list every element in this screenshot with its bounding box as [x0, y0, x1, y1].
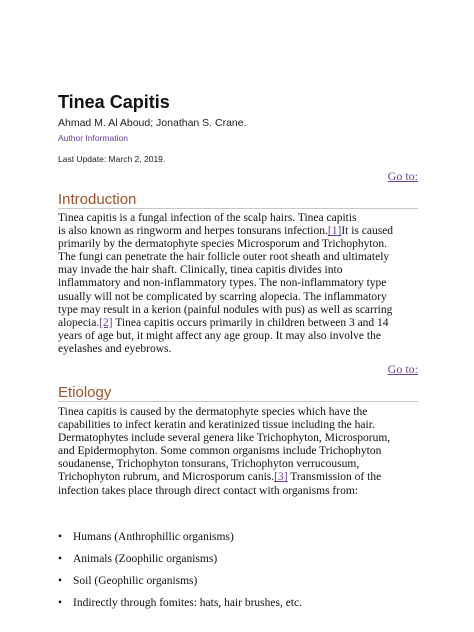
author-names: Ahmad M. Al Aboud; Jonathan S. Crane. — [58, 117, 247, 129]
paragraph-line — [58, 458, 418, 471]
goto-link-etiology[interactable]: Go to: — [387, 362, 418, 376]
author-information-link[interactable]: Author Information — [58, 133, 128, 143]
text-segment: eyelashes and eyebrows. — [58, 342, 172, 355]
list-item — [58, 573, 418, 595]
list-item-text: Indirectly through fomites: hats, hair brushes, etc. — [73, 597, 302, 609]
bullet-icon: • — [58, 553, 63, 565]
text-segment: and Epidermophyton. Some common organisms include Trichophyton — [58, 445, 382, 458]
paragraph-line — [58, 264, 418, 277]
text-segment: primarily by the dermatophyte species Microsporum and Trichophyton. — [58, 238, 387, 251]
text-segment: is also known as ringworm and herpes tonsurans infection. — [58, 225, 328, 238]
list-item-text: Humans (Anthrophillic organisms) — [73, 531, 234, 543]
bullet-icon: • — [58, 575, 63, 587]
text-segment: years of age but, it might affect any age group. It may also involve the — [58, 329, 381, 342]
text-segment: inflammatory and non-inflammatory types. The non-inflammatory type — [58, 277, 387, 290]
text-segment: Tinea capitis is a fungal infection of the scalp hairs. Tinea capitis — [58, 212, 357, 224]
list-item — [58, 595, 418, 617]
bullet-icon: • — [58, 531, 63, 543]
text-segment: The fungi can penetrate the hair follicle outer root sheath and ultimately — [58, 251, 390, 264]
section-divider — [58, 208, 418, 209]
text-segment: soudanense, Trichophyton tonsurans, Trichophyton verrucousum, — [58, 458, 360, 471]
paragraph-line — [58, 291, 418, 304]
text-segment: Tinea capitis is caused by the dermatophyte species which have the — [58, 406, 368, 418]
transmission-source-list — [58, 529, 418, 617]
paragraph-line — [58, 445, 418, 458]
list-item-text: Soil (Geophilic organisms) — [73, 575, 198, 587]
etiology-paragraph — [58, 406, 418, 498]
citation-link[interactable]: [3] — [274, 471, 288, 484]
list-item — [58, 529, 418, 551]
paragraph-line — [58, 471, 418, 484]
text-segment: alopecia. — [58, 316, 100, 329]
text-segment: Transmission of the — [287, 471, 382, 484]
paragraph-line — [58, 406, 418, 419]
paragraph-line — [58, 251, 418, 264]
citation-link[interactable]: [1] — [327, 225, 342, 238]
introduction-paragraph — [58, 212, 418, 356]
section-divider — [58, 401, 418, 402]
paragraph-line — [58, 304, 418, 317]
paragraph-line — [58, 432, 418, 445]
list-item — [58, 551, 418, 573]
paragraph-line — [58, 485, 418, 498]
paragraph-line — [58, 238, 418, 251]
section-heading-etiology: Etiology — [58, 384, 112, 401]
text-segment: type may result in a kerion (painful nodules with pus) as well as scarring — [58, 303, 393, 316]
paragraph-line — [58, 317, 418, 330]
paragraph-line — [58, 419, 418, 432]
list-item-text: Animals (Zoophilic organisms) — [73, 553, 218, 565]
bullet-icon: • — [58, 597, 63, 609]
goto-link-introduction[interactable]: Go to: — [387, 169, 418, 183]
text-segment: Trichophyton rubrum, and Microsporum canis. — [58, 471, 275, 484]
text-segment: may invade the hair shaft. Clinically, tinea capitis divides into — [58, 264, 343, 277]
text-segment: It is caused — [341, 225, 394, 238]
text-segment: capabilities to infect keratin and keratinized tissue including the hair. — [58, 419, 375, 432]
text-segment: Dermatophytes include several genera like Trichophyton, Microsporum, — [58, 432, 391, 445]
paragraph-line — [58, 277, 418, 290]
paragraph-line — [58, 225, 418, 238]
paragraph-line — [58, 330, 418, 343]
page-title: Tinea Capitis — [58, 92, 170, 112]
last-update-date: Last Update: March 2, 2019. — [58, 154, 166, 164]
citation-link[interactable]: [2] — [99, 316, 113, 329]
section-heading-introduction: Introduction — [58, 191, 137, 208]
paragraph-line — [58, 343, 418, 356]
text-segment: Tinea capitis occurs primarily in children between 3 and 14 — [112, 316, 389, 329]
text-segment: infection takes place through direct contact with organisms from: — [58, 484, 358, 497]
text-segment: usually will not be complicated by scarring alopecia. The inflammatory — [58, 290, 387, 303]
paragraph-line — [58, 212, 418, 225]
